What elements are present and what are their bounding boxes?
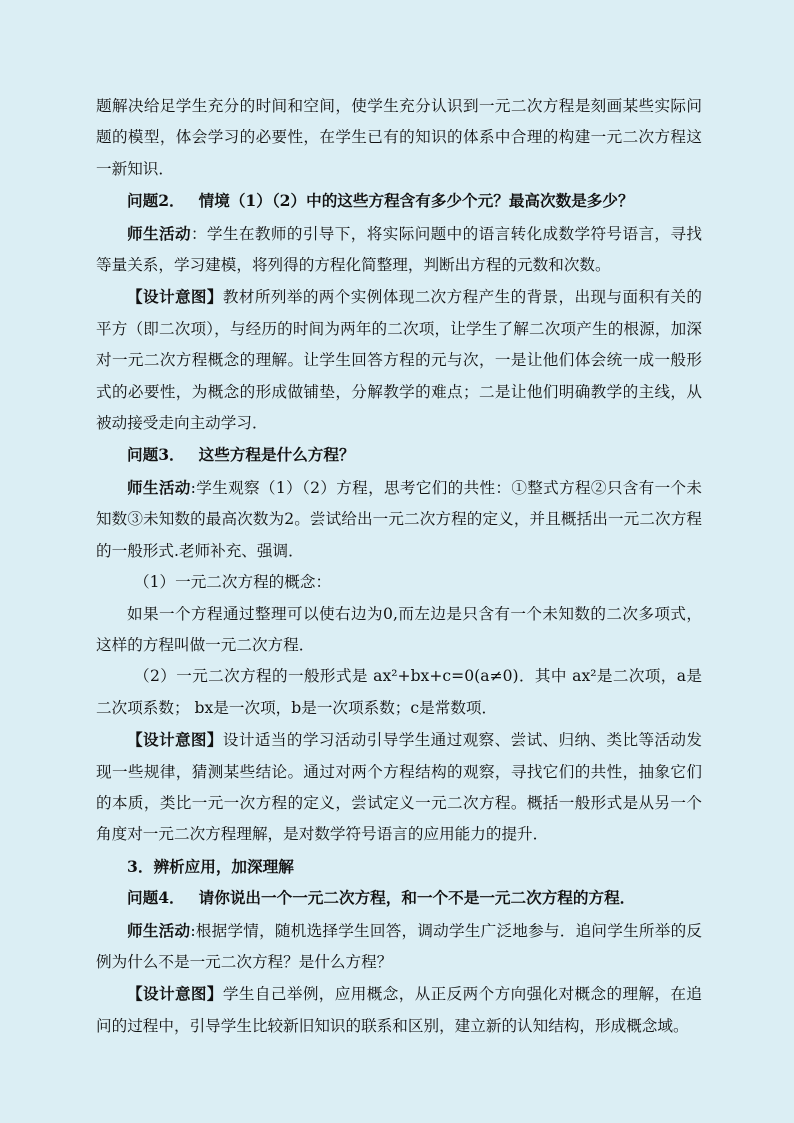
paragraph-intro-continuation: 题解决给足学生充分的时间和空间，使学生充分认识到一元二次方程是刻画某些实际问题的模型，体会学习的必要性，在学生已有的知识的体系中合理的构建一元二次方程这一新知识． xyxy=(96,97,702,178)
design-intent-1 xyxy=(96,281,702,439)
activity-3-label: 师生活动 xyxy=(127,920,191,940)
design-intent-1-text: 教材所列举的两个实例体现二次方程产生的背景，出现与面积有关的平方（即二次项），与经历的时间为两年的二次项，让学生了解二次项产生的根源，加深对一元二次方程概念的理解。让学生回答方程的元与次，一是让他们体会统一成一般形式的必要性，为概念的形成做铺垫，分解教学的难点；二是让他们明确教学的主线，从被动接受走向主动学习． xyxy=(96,288,702,433)
general-form: （2）一元二次方程的一般形式是 ax²+bx+c=0(a≠0)．其中 ax²是二次项，a是二次项系数； bx是一次项，b是一次项系数；c是常数项． xyxy=(96,667,702,717)
question-3 xyxy=(96,439,702,471)
design-intent-2 xyxy=(96,724,702,851)
document-page xyxy=(96,91,702,1042)
design-intent-3 xyxy=(96,978,702,1042)
section-3-heading: 3．辨析应用，加深理解 xyxy=(127,856,294,876)
concept-heading: （1）一元二次方程的概念： xyxy=(134,573,332,592)
question-4-label: 问题4． xyxy=(127,888,185,908)
question-4 xyxy=(96,882,702,914)
teacher-student-activity-1 xyxy=(96,218,702,282)
activity-1-text: ：学生在教师的引导下，将实际问题中的语言转化成数学符号语言，寻找等量关系，学习建模，将列得的方程化简整理，判断出方程的元数和次数。 xyxy=(96,224,702,275)
teacher-student-activity-2 xyxy=(96,472,702,567)
activity-2-text: :学生观察（1）（2）方程，思考它们的共性：①整式方程②只含有一个未知数③未知数的最高次数为2。尝试给出一元二次方程的定义，并且概括出一元二次方程的一般形式.老师补充、强调． xyxy=(96,478,702,560)
design-intent-3-text: 学生自己举例，应用概念，从正反两个方向强化对概念的理解，在追问的过程中，引导学生比较新旧知识的联系和区别，建立新的认知结构，形成概念域。 xyxy=(96,985,702,1035)
teacher-student-activity-3 xyxy=(96,915,702,979)
question-3-label: 问题3． xyxy=(127,445,185,465)
question-4-text: 请你说出一个一元二次方程，和一个不是一元二次方程的方程． xyxy=(198,888,636,908)
activity-3-text: :根据学情，随机选择学生回答，调动学生广泛地参与．追问学生所举的反例为什么不是一元二次方程？是什么方程？ xyxy=(96,921,702,971)
concept-definition: 如果一个方程通过整理可以使右边为0,而左边是只含有一个未知数的二次多项式，这样的方程叫做一元二次方程． xyxy=(96,604,702,654)
question-2-text: 情境（1）（2）中的这些方程含有多少个元？最高次数是多少？ xyxy=(198,191,634,211)
question-3-text: 这些方程是什么方程？ xyxy=(198,445,355,465)
design-intent-1-label: 【设计意图】 xyxy=(127,287,223,307)
design-intent-3-label: 【设计意图】 xyxy=(127,984,223,1004)
design-intent-2-text: 设计适当的学习活动引导学生通过观察、尝试、归纳、类比等活动发现一些规律，猜测某些结论。通过对两个方程结构的观察，寻找它们的共性，抽象它们的本质，类比一元一次方程的定义，尝试定义一元二次方程。概括一般形式是从另一个角度对一元二次方程理解，是对数学符号语言的应用能力的提升． xyxy=(96,731,702,844)
activity-2-label: 师生活动 xyxy=(127,477,191,497)
question-2 xyxy=(96,185,702,217)
question-2-label: 问题2． xyxy=(127,191,185,211)
activity-1-label: 师生活动 xyxy=(127,223,191,243)
design-intent-2-label: 【设计意图】 xyxy=(127,730,223,750)
